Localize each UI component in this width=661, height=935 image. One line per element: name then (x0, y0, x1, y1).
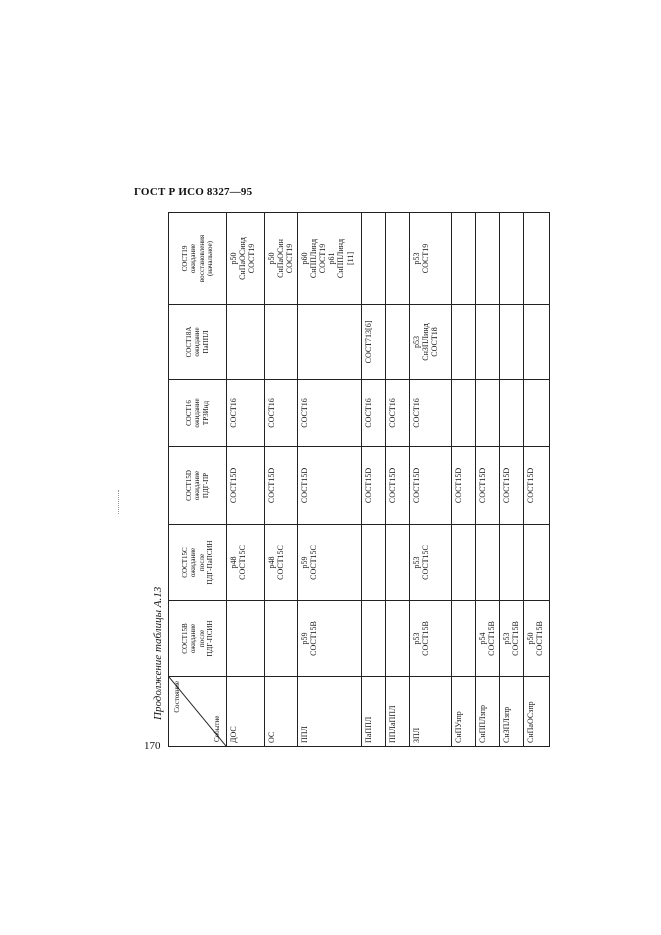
column-header-line: после (197, 553, 206, 572)
event-label: Событие (212, 715, 221, 742)
column-header (169, 305, 227, 380)
column-header-line: ожидание (189, 547, 198, 578)
transition-cell (227, 525, 265, 601)
cell-line: р61 (327, 252, 337, 265)
transition-cell (409, 525, 451, 601)
transition-cell (451, 213, 475, 305)
transition-cell (361, 213, 385, 305)
transition-cell (227, 213, 265, 305)
transition-cell (265, 213, 298, 305)
cell-line: СнППЛинд (336, 238, 346, 279)
column-header-line: СОСТ15В (181, 623, 190, 654)
cell-line: р48 (229, 556, 238, 569)
event-cell: СнПаОСзпр (523, 677, 549, 747)
transition-cell (361, 525, 385, 601)
cell-line: СнПаОСин (276, 239, 286, 278)
transition-cell (361, 601, 385, 677)
column-header-line: ПДГ-ПР (201, 472, 210, 499)
column-header-line: ПДГ-ПаПСИН (205, 540, 214, 585)
transition-cell (385, 213, 409, 305)
cell-line: СОСТ15D (267, 467, 276, 504)
transition-cell (361, 380, 385, 447)
header-row (169, 213, 227, 747)
cell-line: СОСТ15D (387, 467, 397, 504)
cell-line: р53 (411, 336, 421, 348)
column-header-line: после (197, 629, 206, 648)
column-header-line: (начальное) (205, 240, 214, 277)
cell-line: СнЗПЛинд (420, 323, 430, 361)
cell-line: СОСТ15D (477, 467, 487, 504)
cell-line: СОСТ16 (299, 398, 309, 428)
state-event-table (168, 212, 550, 747)
table-row (475, 213, 499, 747)
corner-cell (169, 677, 227, 747)
transition-cell (475, 305, 499, 380)
event-cell: ДОС (227, 677, 265, 747)
cell-line: р50 (267, 252, 276, 265)
cell-line: СОСТ16 (411, 398, 421, 428)
column-header-line: СОСТ18А (185, 326, 194, 358)
cell-line: СОСТ16 (387, 398, 397, 428)
column-header-line: ТРЗИнд (201, 400, 210, 426)
cell-line: СОСТ15В (308, 621, 318, 656)
transition-cell (227, 380, 265, 447)
cell-line: СОСТ19 (317, 243, 327, 274)
cell-line: СОСТ15В (420, 621, 430, 656)
transition-cell (451, 525, 475, 601)
cell-line: СОСТ19 (285, 243, 295, 274)
transition-cell (385, 380, 409, 447)
transition-cell (297, 380, 361, 447)
cell-line: р59 (299, 632, 309, 645)
event-cell: СнППЛзпр (475, 677, 499, 747)
column-header (169, 525, 227, 601)
transition-cell (227, 447, 265, 525)
transition-cell (499, 213, 523, 305)
transition-cell (523, 305, 549, 380)
transition-cell (499, 305, 523, 380)
column-header (169, 447, 227, 525)
column-header-line: ПДГ-ПСИН (205, 620, 214, 657)
cell-line: СОСТ15С (276, 545, 286, 580)
cell-line: СОСТ16 (229, 398, 238, 428)
cell-line: СнПаОСинд (238, 237, 248, 280)
table-row (499, 213, 523, 747)
cell-line: СОСТ15D (453, 467, 463, 504)
table-row (227, 213, 265, 747)
transition-cell (385, 305, 409, 380)
cell-line: р54 (477, 632, 487, 645)
transition-cell (523, 380, 549, 447)
column-header-line: ожидание (189, 243, 198, 274)
event-cell: ЗПЛ (409, 677, 451, 747)
cell-line: р53 (501, 632, 511, 645)
cell-line: р53 (411, 556, 421, 569)
column-header-line: восстановления (197, 234, 206, 283)
cell-line: СОСТ713[6] (363, 320, 373, 364)
column-header-line: ожидание (189, 623, 198, 654)
transition-cell (451, 380, 475, 447)
table-row (265, 213, 298, 747)
transition-cell (265, 305, 298, 380)
rotated-table-container (168, 213, 544, 747)
cell-line: СОСТ15D (363, 467, 373, 504)
transition-cell (475, 380, 499, 447)
cell-line: СОСТ15D (501, 467, 511, 504)
cell-line: СОСТ15В (534, 621, 544, 656)
transition-cell (265, 447, 298, 525)
cell-line: р50 (229, 252, 238, 265)
transition-cell (361, 447, 385, 525)
cell-line: СОСТ15В (486, 621, 496, 656)
transition-cell (297, 305, 361, 380)
transition-cell (297, 213, 361, 305)
table-row (451, 213, 475, 747)
transition-cell (499, 601, 523, 677)
cell-line: СОСТ16 (267, 398, 276, 428)
cell-line: СОСТ15D (525, 467, 535, 504)
transition-cell (227, 601, 265, 677)
table-body (227, 213, 550, 747)
transition-cell (499, 380, 523, 447)
transition-cell (361, 305, 385, 380)
transition-cell (409, 447, 451, 525)
column-header-line: ожидание (193, 398, 202, 428)
cell-line: р48 (267, 556, 276, 569)
cell-line: р60 (299, 252, 309, 265)
transition-cell (499, 447, 523, 525)
table-row (409, 213, 451, 747)
table-row (523, 213, 549, 747)
cell-line: СОСТ15D (411, 467, 421, 504)
margin-marks (118, 490, 121, 514)
column-header (169, 601, 227, 677)
transition-cell (523, 447, 549, 525)
cell-line: СОСТ18 (429, 327, 439, 357)
transition-cell (227, 305, 265, 380)
transition-cell (297, 601, 361, 677)
event-cell: СнЗПЛзпр (499, 677, 523, 747)
transition-cell (409, 380, 451, 447)
column-header-line: ожидание (193, 470, 202, 501)
document-header: ГОСТ Р ИСО 8327—95 (134, 186, 253, 198)
cell-line: СнППЛинд (308, 238, 318, 279)
transition-cell (523, 213, 549, 305)
cell-line: СОСТ19 (420, 243, 430, 274)
transition-cell (451, 447, 475, 525)
transition-cell (475, 525, 499, 601)
column-header (169, 213, 227, 305)
cell-line: р53 (411, 252, 421, 265)
cell-line: р53 (411, 632, 421, 645)
page-number: 170 (144, 740, 161, 752)
column-header-line: СОСТ16 (185, 400, 194, 426)
column-header-line: СОСТ19 (181, 245, 190, 272)
transition-cell (475, 601, 499, 677)
cell-line: р59 (299, 556, 309, 569)
table-row (297, 213, 361, 747)
transition-cell (523, 601, 549, 677)
transition-cell (451, 601, 475, 677)
column-header-line: СОСТ15D (185, 470, 194, 501)
table-row (385, 213, 409, 747)
state-label: Состояние (173, 681, 181, 713)
event-cell: ОС (265, 677, 298, 747)
transition-cell (409, 213, 451, 305)
transition-cell (385, 447, 409, 525)
cell-line: СОСТ15С (308, 545, 318, 580)
transition-cell (499, 525, 523, 601)
cell-line: СОСТ15D (229, 467, 238, 504)
transition-cell (409, 601, 451, 677)
transition-cell (385, 525, 409, 601)
column-header (169, 380, 227, 447)
table-caption: Продолжение таблицы А.13 (152, 586, 164, 720)
transition-cell (409, 305, 451, 380)
cell-line: СОСТ15D (299, 467, 309, 504)
event-cell: ППЛ (297, 677, 361, 747)
event-cell: СнПУзпр (451, 677, 475, 747)
cell-line: СОСТ19 (247, 243, 257, 274)
transition-cell (523, 525, 549, 601)
column-header-line: ПаППЛ (201, 330, 210, 354)
event-cell: ППЛаППЛ (385, 677, 409, 747)
transition-cell (475, 213, 499, 305)
transition-cell (297, 447, 361, 525)
column-header-line: СОСТ15С (181, 547, 190, 578)
event-cell: ПаППЛ (361, 677, 385, 747)
cell-line: СОСТ15С (238, 545, 248, 580)
transition-cell (451, 305, 475, 380)
transition-cell (475, 447, 499, 525)
transition-cell (265, 601, 298, 677)
transition-cell (385, 601, 409, 677)
cell-line: р50 (525, 632, 535, 645)
transition-cell (297, 525, 361, 601)
transition-cell (265, 525, 298, 601)
cell-line: [11] (345, 251, 355, 266)
cell-line: СОСТ15В (510, 621, 520, 656)
column-header-line: ожидание (193, 327, 202, 357)
cell-line: СОСТ16 (363, 398, 373, 428)
cell-line: СОСТ15С (420, 545, 430, 580)
transition-cell (265, 380, 298, 447)
table-row (361, 213, 385, 747)
